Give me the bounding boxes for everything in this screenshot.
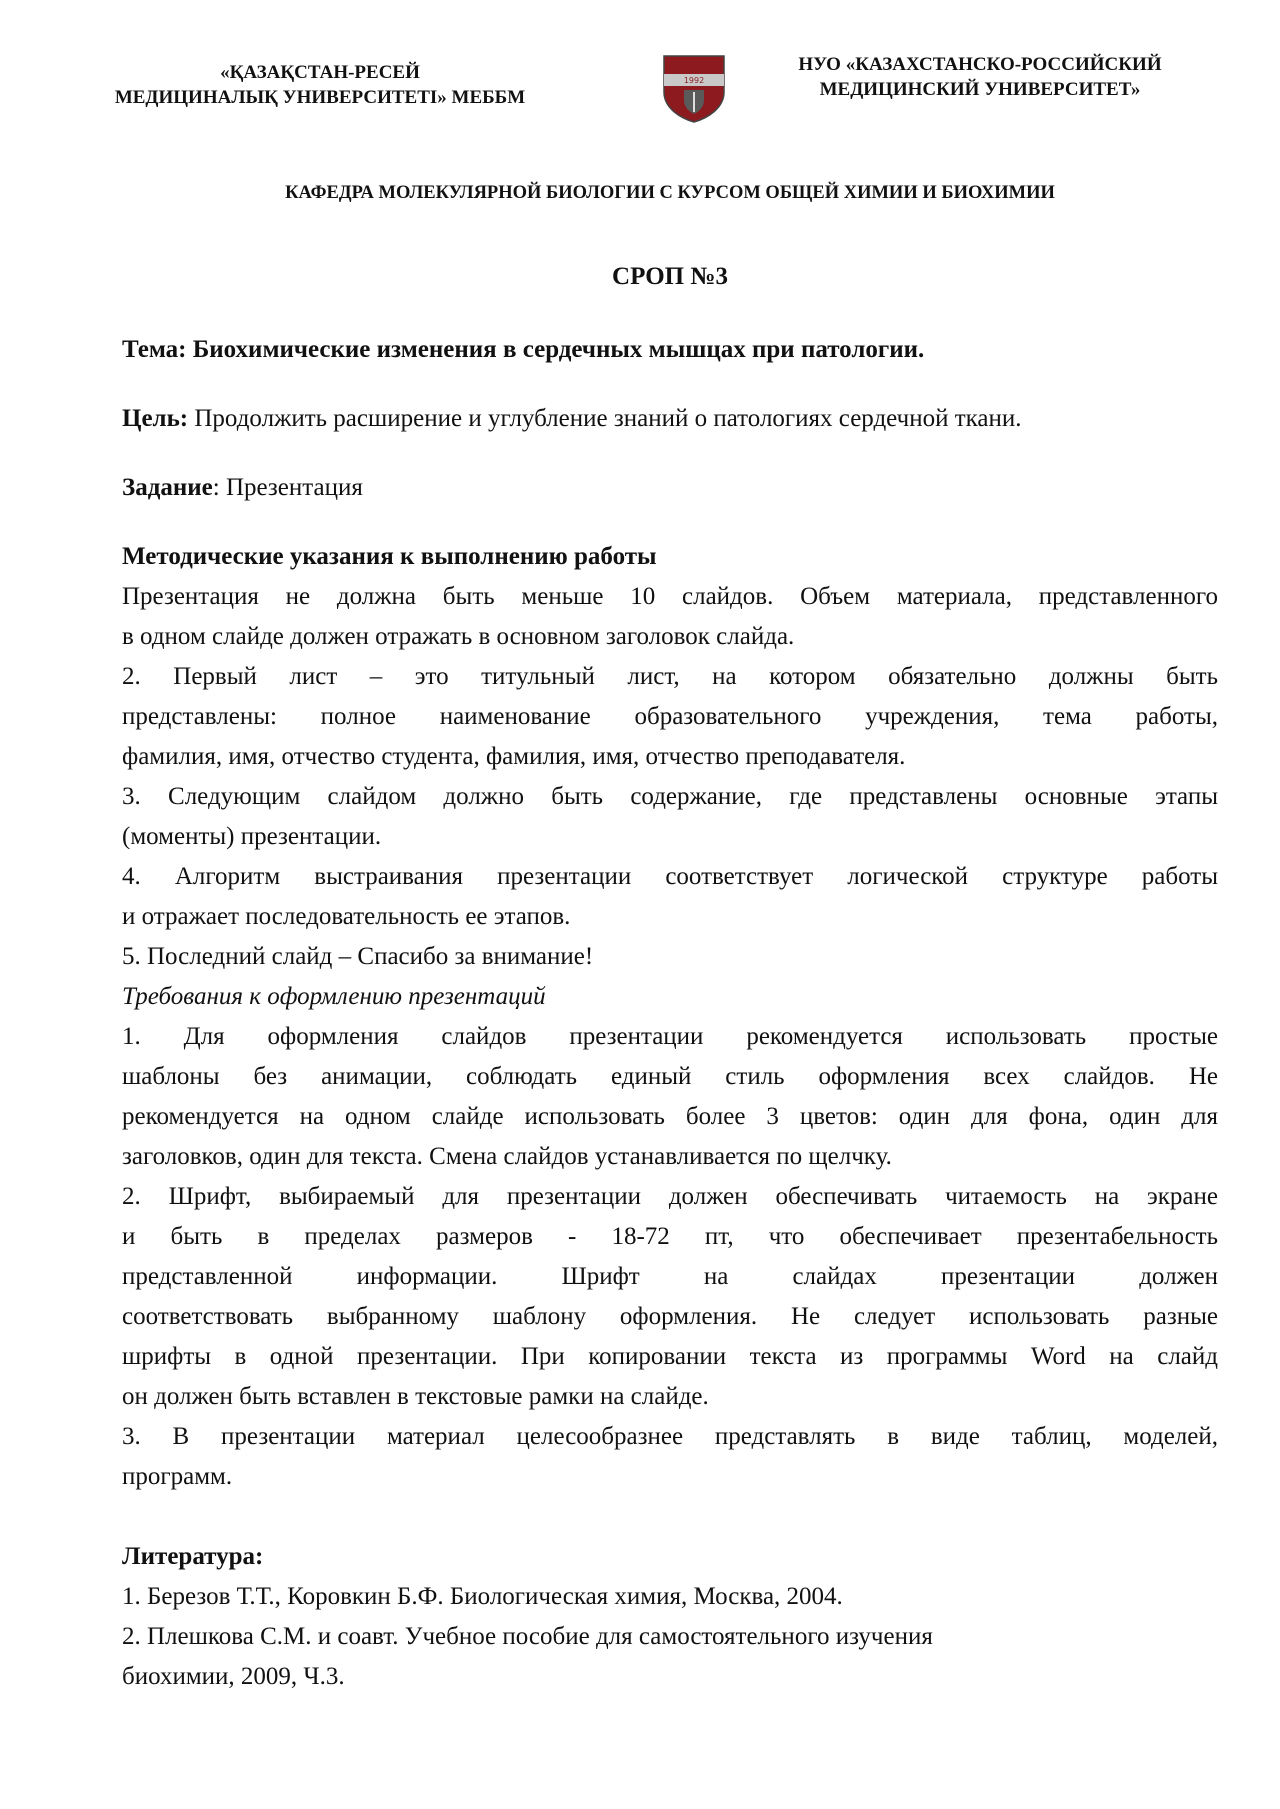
requirements-line: программ. <box>122 1463 233 1490</box>
logo-year: 1992 <box>683 76 705 85</box>
goal-text: Продолжить расширение и углубление знаний о патологиях сердечной ткани. <box>188 405 1022 432</box>
method-line: и отражает последовательность ее этапов. <box>122 903 571 930</box>
literature-item: биохимии, 2009, Ч.3. <box>122 1663 345 1690</box>
requirements-line: 1. Для оформления слайдов презентации рекомендуется использовать простые <box>122 1023 1218 1050</box>
requirements-line: он должен быть вставлен в текстовые рамки на слайде. <box>122 1383 709 1410</box>
task-text: : Презентация <box>212 474 363 501</box>
requirements-line: 3. В презентации материал целесообразнее представлять в виде таблиц, моделей, <box>122 1423 1218 1450</box>
requirements-line: соответствовать выбранному шаблону оформления. Не следует использовать разные <box>122 1303 1218 1330</box>
requirements-list <box>122 1017 1218 1497</box>
literature-list <box>122 1577 1218 1697</box>
method-line: представлены: полное наименование образовательного учреждения, тема работы, <box>122 703 1218 730</box>
method-line: 4. Алгоритм выстраивания презентации соответствует логической структуре работы <box>122 863 1218 890</box>
literature-heading: Литература: <box>122 1543 264 1570</box>
method-line: Презентация не должна быть меньше 10 слайдов. Объем материала, представленного <box>122 583 1218 610</box>
requirements-heading: Требования к оформлению презентаций <box>122 983 546 1010</box>
task-label: Задание <box>122 474 213 501</box>
university-name-kazakh-line2: МЕДИЦИНАЛЫҚ УНИВЕРСИТЕТІ» МЕББМ <box>114 87 526 108</box>
requirements-line: шрифты в одной презентации. При копировании текста из программы Word на слайд <box>122 1343 1218 1370</box>
method-line: (моменты) презентации. <box>122 823 382 850</box>
university-name-russian-line1: НУО «КАЗАХСТАНСКО-РОССИЙСКИЙ <box>798 54 1162 75</box>
method-line: 5. Последний слайд – Спасибо за внимание! <box>122 943 594 970</box>
method-list <box>122 577 1218 977</box>
requirements-line: шаблоны без анимации, соблюдать единый стиль оформления всех слайдов. Не <box>122 1063 1218 1090</box>
literature-item: 2. Плешкова С.М. и соавт. Учебное пособие для самостоятельного изучения <box>122 1623 933 1650</box>
method-line: фамилия, имя, отчество студента, фамилия, имя, отчество преподавателя. <box>122 743 906 770</box>
literature-item: 1. Березов Т.Т., Коровкин Б.Ф. Биологическая химия, Москва, 2004. <box>122 1583 843 1610</box>
university-name-kazakh <box>110 60 530 110</box>
university-name-kazakh-line1: «ҚАЗАҚСТАН-РЕСЕЙ <box>220 62 420 83</box>
university-name-russian-line2: МЕДИЦИНСКИЙ УНИВЕРСИТЕТ» <box>819 79 1141 100</box>
requirements-line: 2. Шрифт, выбираемый для презентации должен обеспечивать читаемость на экране <box>122 1183 1218 1210</box>
document-body <box>122 330 1218 1697</box>
goal-line <box>122 399 1218 439</box>
method-line: 2. Первый лист – это титульный лист, на котором обязательно должны быть <box>122 663 1218 690</box>
requirements-line: представленной информации. Шрифт на слайдах презентации должен <box>122 1263 1218 1290</box>
method-heading: Методические указания к выполнению работы <box>122 543 657 570</box>
topic-line: Тема: Биохимические изменения в сердечных мышцах при патологии. <box>122 336 925 363</box>
page-title: СРОП №3 <box>612 263 728 290</box>
requirements-line: заголовков, один для текста. Смена слайдов устанавливается по щелчку. <box>122 1143 892 1170</box>
requirements-line: и быть в пределах размеров - 18-72 пт, что обеспечивает презентабельность <box>122 1223 1218 1250</box>
method-line: в одном слайде должен отражать в основном заголовок слайда. <box>122 623 795 650</box>
university-name-russian <box>770 52 1190 102</box>
requirements-line: рекомендуется на одном слайде использовать более 3 цветов: один для фона, один для <box>122 1103 1218 1130</box>
university-logo-icon <box>660 52 728 124</box>
task-line <box>122 468 1218 508</box>
method-line: 3. Следующим слайдом должно быть содержание, где представлены основные этапы <box>122 783 1218 810</box>
goal-label: Цель: <box>122 405 189 432</box>
department-title: КАФЕДРА МОЛЕКУЛЯРНОЙ БИОЛОГИИ С КУРСОМ ОБЩЕЙ ХИМИИ И БИОХИМИИ <box>285 183 1055 203</box>
